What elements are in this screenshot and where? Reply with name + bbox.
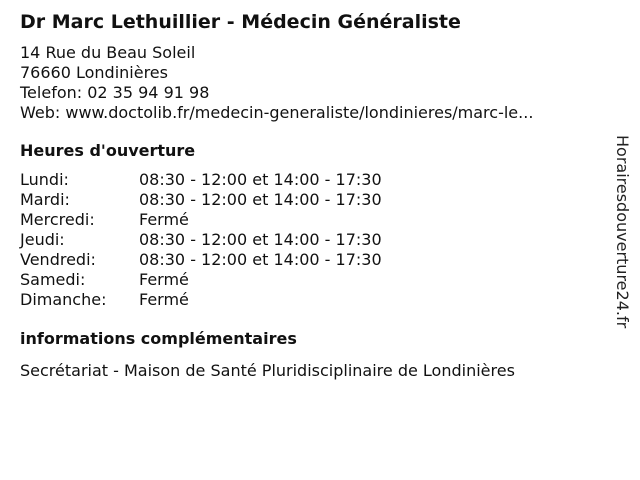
hours-row-monday — [20, 170, 600, 190]
website-link[interactable]: Web: www.doctolib.fr/medecin-generaliste/londinieres/marc-le... — [20, 103, 534, 122]
day-label: Samedi: — [20, 270, 86, 289]
hours-row-saturday — [20, 270, 600, 290]
business-card — [20, 8, 600, 381]
day-label: Vendredi: — [20, 250, 96, 269]
contact-block — [20, 43, 600, 123]
day-label: Jeudi: — [20, 230, 65, 249]
day-hours: 08:30 - 12:00 et 14:00 - 17:30 — [139, 190, 382, 209]
day-label: Mardi: — [20, 190, 70, 209]
hours-heading: Heures d'ouverture — [20, 141, 196, 160]
day-hours: 08:30 - 12:00 et 14:00 - 17:30 — [139, 250, 382, 269]
day-label: Dimanche: — [20, 290, 107, 309]
day-hours: Fermé — [139, 210, 189, 229]
site-watermark: Horairesdouverture24.fr — [613, 135, 632, 329]
street-address: 14 Rue du Beau Soleil — [20, 43, 196, 62]
day-hours: 08:30 - 12:00 et 14:00 - 17:30 — [139, 230, 382, 249]
hours-row-friday — [20, 250, 600, 270]
hours-table — [20, 170, 600, 310]
day-hours: Fermé — [139, 290, 189, 309]
info-text: Secrétariat - Maison de Santé Pluridisciplinaire de Londinières — [20, 361, 515, 380]
hours-row-wednesday — [20, 210, 600, 230]
hours-row-sunday — [20, 290, 600, 310]
city-address: 76660 Londinières — [20, 63, 168, 82]
hours-row-thursday — [20, 230, 600, 250]
page-title: Dr Marc Lethuillier - Médecin Généraliste — [20, 11, 461, 33]
hours-row-tuesday — [20, 190, 600, 210]
phone-number: Telefon: 02 35 94 91 98 — [20, 83, 210, 102]
day-label: Lundi: — [20, 170, 69, 189]
info-heading: informations complémentaires — [20, 329, 297, 348]
day-hours: Fermé — [139, 270, 189, 289]
day-hours: 08:30 - 12:00 et 14:00 - 17:30 — [139, 170, 382, 189]
day-label: Mercredi: — [20, 210, 95, 229]
